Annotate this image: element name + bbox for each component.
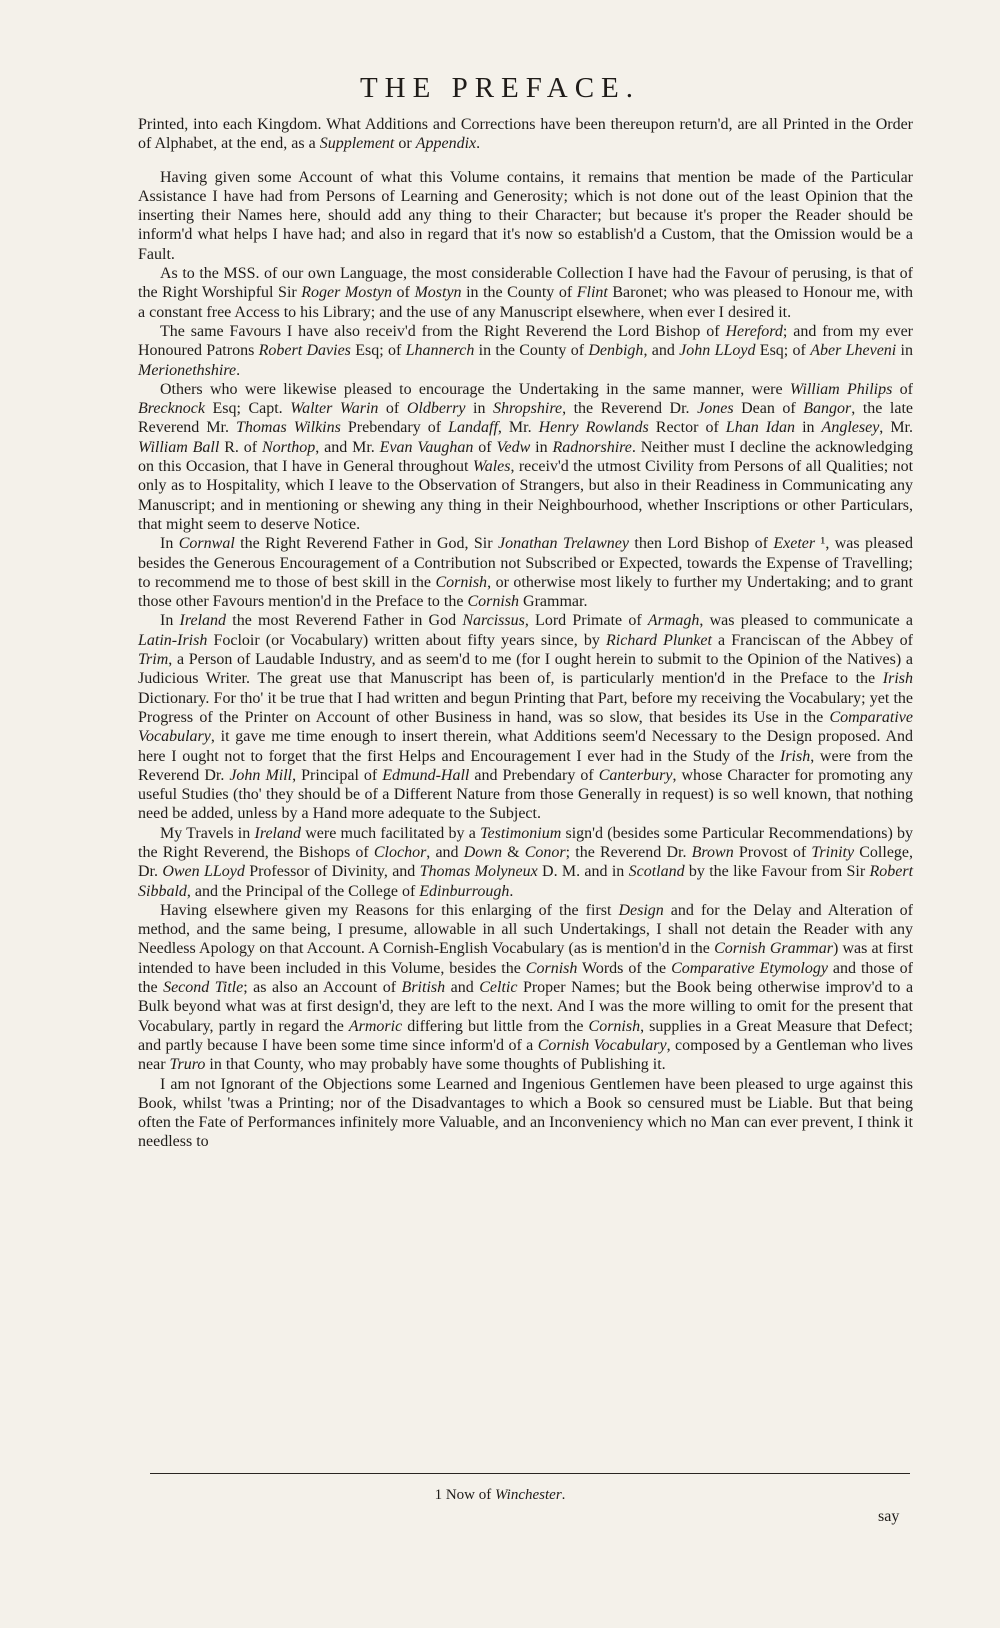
paragraph: In Cornwal the Right Reverend Father in God, Sir Jonathan Trelawney then Lord Bishop of Exeter ¹, was pleased besides the Generous Encouragement of a Contribution not Subscribed or Expected, towards the Expense of Travelling; to recommend me to those of best skill in the Cornish, or otherwise most likely to further my Undertaking; and to grant those other Favours mention'd in the Preface to the Cornish Grammar.	[138, 535, 914, 611]
paragraph: Having elsewhere given my Reasons for this enlarging of the first Design and for the Delay and Alteration of method, and the same being, I presume, allowable in all such Undertakings, I shall not detain the Reader with any Needless Apology on that Account. A Cornish-English Vocabulary (as is mention'd in the Cornish Grammar) was at first intended to have been included in this Volume, besides the Cornish Words of the Comparative Etymology and those of the Second Title; as also an Account of British and Celtic Proper Names; but the Book being otherwise improv'd to a Bulk beyond what was at first design'd, they are left to the next. And I was the more willing to omit for the present that Vocabulary, partly in regard the Armoric differing but little from the Cornish, supplies in a Great Measure that Defect; and partly because I have been some time since inform'd of a Cornish Vocabulary, composed by a Gentleman who lives near Truro in that County, who may probably have some thoughts of Publishing it.	[138, 901, 914, 1074]
paragraph: Others who were likewise pleased to encourage the Undertaking in the same manner, were William Philips of Brecknock Esq; Capt. Walter Warin of Oldberry in Shropshire, the Reverend Dr. Jones Dean of Bangor, the late Reverend Mr. Thomas Wilkins Prebendary of Landaff, Mr. Henry Rowlands Rector of Lhan Idan in Anglesey, Mr. William Ball R. of Northop, and Mr. Evan Vaughan of Vedw in Radnorshire. Neither must I decline the acknowledging on this Occasion, that I have in General throughout Wales, receiv'd the utmost Civility from Persons of all Qualities; not only as to Hospitality, which I leave to the Observation of Strangers, but also in their Readiness in Communicating any Manuscript; and in mentioning or shewing any thing in their Neighbourhood, whether Inscriptions or other Particulars, that might seem to deserve Notice.	[138, 380, 914, 533]
footnote-rule	[150, 1473, 910, 1474]
paragraph: As to the MSS. of our own Language, the most considerable Collection I have had the Favour of perusing, is that of the Right Worshipful Sir Roger Mostyn of Mostyn in the County of Flint Baronet; who was pleased to Honour me, with a constant free Access to his Library; and the use of any Manuscript elsewhere, when ever I desired it.	[138, 265, 914, 321]
paragraph: My Travels in Ireland were much facilitated by a Testimonium sign'd (besides some Particular Recommendations) by the Right Reverend, the Bishops of Clochor, and Down & Conor; the Reverend Dr. Brown Provost of Trinity College, Dr. Owen LLoyd Professor of Divinity, and Thomas Molyneux D. M. and in Scotland by the like Favour from Sir Robert Sibbald, and the Principal of the College of Edinburrough.	[138, 824, 914, 900]
paragraph: Printed, into each Kingdom. What Additions and Corrections have been thereupon return'd, are all Printed in the Order of Alphabet, at the end, as a Supplement or Appendix.	[138, 116, 913, 153]
paragraph: In Ireland the most Reverend Father in God Narcissus, Lord Primate of Armagh, was pleased to communicate a Latin-Irish Focloir (or Vocabulary) written about fifty years since, by Richard Plunket a Franciscan of the Abbey of Trim, a Person of Laudable Industry, and as seem'd to me (for I ought herein to submit to the Opinion of the Natives) a Judicious Writer. The great use that Manuscript has been of, is particularly mention'd in the Preface to the Irish Dictionary. For tho' it be true that I had written and begun Printing that Part, before my receiving the Vocabulary; yet the Progress of the Printer on Account of other Business in hand, was so slow, that besides its Use in the Comparative Vocabulary, it gave me time enough to insert therein, what Additions seem'd Necessary to the Design proposed. And here I ought not to forget that the first Helps and Encouragement I ever had in the Study of the Irish, were from the Reverend Dr. John Mill, Principal of Edmund-Hall and Prebendary of Canterbury, whose Character for promoting any useful Studies (tho' they should be of a Different Nature from those Generally in request) is so well known, that nothing need be added, unless by a Hand more adequate to the Subject.	[138, 612, 914, 823]
paragraph: The same Favours I have also receiv'd from the Right Reverend the Lord Bishop of Hereford; and from my ever Honoured Patrons Robert Davies Esq; of Lhannerch in the County of Denbigh, and John LLoyd Esq; of Aber Lheveni in Merionethshire.	[138, 322, 914, 379]
page-title: THE PREFACE.	[359, 72, 641, 104]
footnote: 1 Now of Winchester.	[434, 1487, 566, 1503]
catchword: say	[878, 1508, 900, 1525]
paragraph: I am not Ignorant of the Objections some Learned and Ingenious Gentlemen have been pleased to urge against this Book, whilst 'twas a Printing; nor of the Disadvantages to which a Book so censured must be Liable. But that being often the Fate of Performances infinitely more Valuable, and an Inconveniency which no Man can ever prevent, I think it needless to	[138, 1075, 913, 1151]
body-text	[138, 115, 913, 1152]
paragraph: Having given some Account of what this Volume contains, it remains that mention be made of the Particular Assistance I have had from Persons of Learning and Generosity; which is not done out of the least Opinion that the inserting their Names here, should add any thing to their Character; but because it's proper the Reader should be inform'd what helps I have had; and also in regard that it's now so establish'd a Custom, that the Omission would be a Fault.	[138, 168, 913, 263]
